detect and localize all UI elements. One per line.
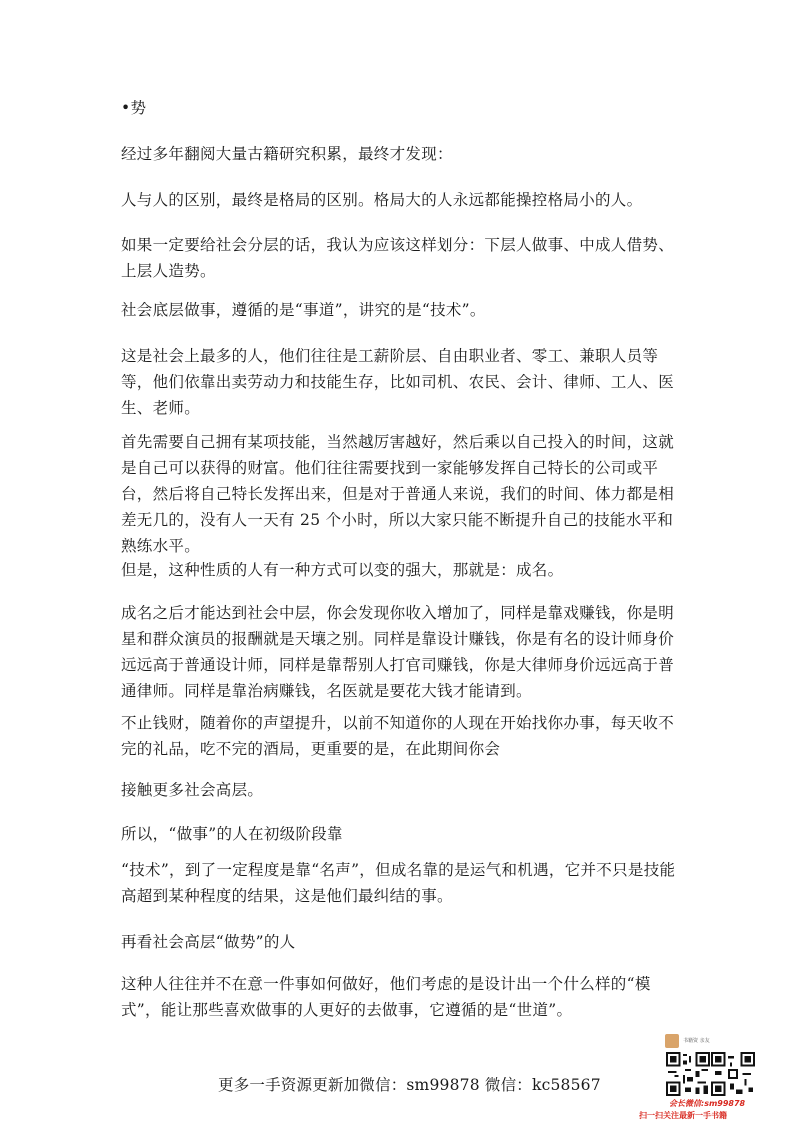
- qr-profile-header: [665, 1032, 765, 1050]
- paragraph-5: 这是社会上最多的人，他们往往是工薪阶层、自由职业者、零工、兼职人员等等，他们依靠出卖劳动力和技能生存，比如司机、农民、会计、律师、工人、医生、老师。: [121, 347, 675, 417]
- paragraph-8: 成名之后才能达到社会中层，你会发现你收入增加了，同样是靠戏赚钱，你是明星和群众演员的报酬就是天壤之别。同样是靠设计赚钱，你是有名的设计师身价远远高于普通设计师，同样是靠帮别人打官司赚钱，你是大律师身价远远高于普通律师。同样是靠治病赚钱，名医就是要花大钱才能请到。: [121, 604, 675, 700]
- profile-avatar: [665, 1034, 679, 1048]
- scan-follow-label: 扫一扫关注最新一手书籍: [639, 1111, 727, 1120]
- paragraph-9: 不止钱财，随着你的声望提升，以前不知道你的人现在开始找你办事，每天收不完的礼品，吃不完的酒局，更重要的是，在此期间你会: [121, 714, 675, 758]
- paragraph-10: 接触更多社会高层。: [121, 781, 264, 799]
- paragraph-11: 所以，“做事”的人在初级阶段靠: [121, 825, 343, 843]
- wechat-id-label: 会长微信:sm99878: [669, 1099, 746, 1108]
- wechat-qr-watermark: [639, 1026, 771, 1120]
- qr-code-secondary-icon: [711, 1052, 755, 1096]
- paragraph-7: 但是，这种性质的人有一种方式可以变的强大，那就是：成名。: [121, 561, 564, 579]
- qr-code-icon: [666, 1052, 710, 1096]
- profile-name: 书籍资 亲友: [683, 1038, 710, 1044]
- paragraph-6: 首先需要自己拥有某项技能，当然越厉害越好，然后乘以自己投入的时间，这就是自己可以获得的财富。他们往往需要找到一家能够发挥自己特长的公司或平台，然后将自己特长发挥出来，但是对于普通人来说，我们的时间、体力都是相差无几的，没有人一天有 25 个小时，所以大家只能不断提升自己的技能水平和熟练水平。: [121, 433, 675, 555]
- footer-contact: 更多一手资源更新加微信：sm99878 微信：kc58567: [218, 1076, 601, 1094]
- paragraph-4: 社会底层做事，遵循的是“事道”，讲究的是“技术”。: [121, 301, 486, 319]
- paragraph-1: 经过多年翻阅大量古籍研究积累，最终才发现：: [121, 145, 453, 163]
- paragraph-3: 如果一定要给社会分层的话，我认为应该这样划分：下层人做事、中成人借势、上层人造势。: [121, 236, 675, 280]
- paragraph-12: “技术”，到了一定程度是靠“名声”，但成名靠的是运气和机遇，它并不只是技能高超到某种程度的结果，这是他们最纠结的事。: [121, 861, 676, 905]
- section-heading: •势: [121, 99, 147, 117]
- paragraph-13: 再看社会高层“做势”的人: [121, 933, 296, 951]
- paragraph-2: 人与人的区别，最终是格局的区别。格局大的人永远都能操控格局小的人。: [121, 191, 643, 209]
- paragraph-14: 这种人往往并不在意一件事如何做好，他们考虑的是设计出一个什么样的“模式”，能让那些喜欢做事的人更好的去做事，它遵循的是“世道”。: [121, 975, 651, 1019]
